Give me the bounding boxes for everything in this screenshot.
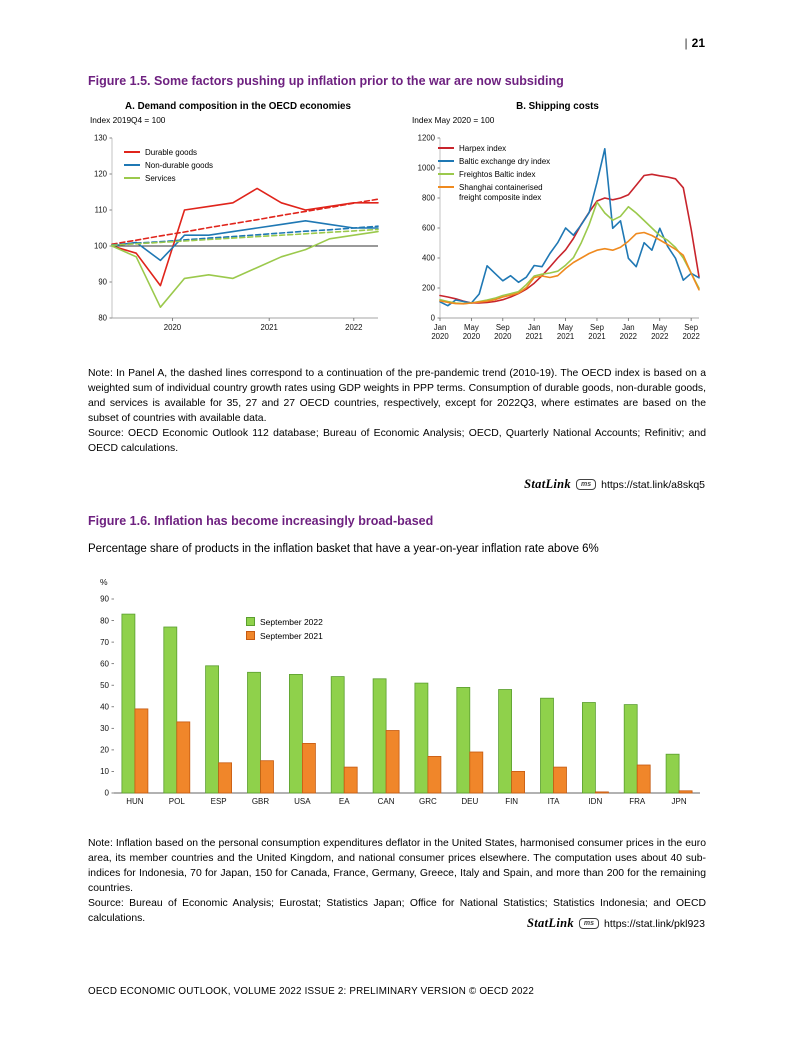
statlink-figure-1-5	[524, 477, 705, 492]
bar-grc-september-2021	[428, 756, 441, 793]
svg-text:2020: 2020	[431, 332, 449, 341]
bar-ita-september-2022	[541, 698, 554, 793]
legend-swatch	[438, 186, 454, 188]
bar-idn-september-2021	[595, 792, 608, 793]
svg-text:100: 100	[93, 241, 107, 251]
svg-text:HUN: HUN	[126, 797, 144, 806]
svg-text:2022: 2022	[682, 332, 700, 341]
svg-text:2021: 2021	[260, 323, 278, 332]
page-number-divider: |	[684, 36, 688, 50]
svg-text:FRA: FRA	[629, 797, 646, 806]
svg-text:Jan: Jan	[433, 323, 447, 332]
bar-gbr-september-2022	[248, 672, 261, 793]
panel-b-chart	[410, 128, 705, 343]
legend-swatch	[124, 177, 140, 179]
svg-text:Sep: Sep	[684, 323, 699, 332]
svg-text:May: May	[558, 323, 573, 332]
bar-pol-september-2021	[177, 722, 190, 793]
svg-text:2021: 2021	[525, 332, 543, 341]
bar-usa-september-2022	[289, 674, 302, 793]
statlink-url[interactable]: https://stat.link/a8skq5	[601, 478, 705, 491]
svg-text:20: 20	[100, 745, 109, 755]
bar-deu-september-2022	[457, 687, 470, 793]
bar-fin-september-2021	[512, 771, 525, 793]
svg-text:2021: 2021	[588, 332, 606, 341]
bar-esp-september-2022	[206, 666, 219, 793]
svg-text:CAN: CAN	[377, 797, 395, 806]
figure-1-5-title: Figure 1.5. Some factors pushing up inflation prior to the war are now subsiding	[88, 74, 564, 88]
statlink-figure-1-6	[527, 916, 705, 931]
bar-ea-september-2022	[331, 677, 344, 793]
bar-grc-september-2022	[415, 683, 428, 793]
svg-text:Sep: Sep	[495, 323, 510, 332]
svg-text:120: 120	[93, 169, 107, 179]
legend-item-shanghai-containerised-freight-composite-index	[438, 183, 566, 203]
legend-label: Baltic exchange dry index	[459, 157, 551, 166]
svg-text:90: 90	[98, 277, 107, 287]
svg-text:2022: 2022	[619, 332, 638, 341]
bar-can-september-2021	[386, 731, 399, 794]
panel-b-title: B. Shipping costs	[516, 101, 599, 112]
svg-text:IDN: IDN	[588, 797, 603, 806]
figure-1-6-chart	[88, 573, 708, 808]
bar-can-september-2022	[373, 679, 386, 793]
legend-item-september-2021	[246, 631, 323, 642]
legend-swatch	[438, 160, 454, 162]
statlink-label: StatLink	[524, 477, 571, 491]
svg-text:1000: 1000	[417, 163, 435, 173]
figure-1-6-legend	[246, 617, 323, 644]
legend-item-baltic-exchange-dry-index	[438, 157, 566, 167]
figure-1-6-title: Figure 1.6. Inflation has become increasingly broad-based	[88, 514, 434, 528]
legend-swatch	[438, 173, 454, 175]
svg-text:40: 40	[100, 702, 109, 712]
bar-jpn-september-2022	[666, 754, 679, 793]
legend-item-freightos-baltic-index	[438, 170, 566, 180]
bar-fin-september-2022	[499, 690, 512, 794]
panel-b-unit-label: Index May 2020 = 100	[412, 115, 495, 125]
svg-text:130: 130	[93, 133, 107, 143]
bar-hun-september-2021	[135, 709, 148, 793]
inflation-share-chart	[88, 573, 708, 808]
bar-hun-september-2022	[122, 614, 135, 793]
svg-text:110: 110	[94, 205, 107, 215]
bar-ea-september-2021	[344, 767, 357, 793]
svg-text:2020: 2020	[462, 332, 481, 341]
legend-label: Non-durable goods	[145, 161, 214, 170]
panel-a-chart	[88, 128, 388, 333]
legend-label: Harpex index	[459, 144, 507, 153]
page-footer: OECD ECONOMIC OUTLOOK, VOLUME 2022 ISSUE 2: PRELIMINARY VERSION © OECD 2022	[88, 986, 534, 997]
bar-deu-september-2021	[470, 752, 483, 793]
svg-text:600: 600	[421, 223, 435, 233]
svg-text:10: 10	[100, 767, 109, 777]
bar-idn-september-2022	[582, 703, 595, 794]
panel-a-legend	[124, 148, 213, 187]
svg-text:GBR: GBR	[251, 797, 270, 806]
svg-text:200: 200	[421, 283, 435, 293]
bar-pol-september-2022	[164, 627, 177, 793]
legend-swatch	[438, 147, 454, 149]
bar-gbr-september-2021	[261, 761, 274, 793]
legend-label: September 2021	[260, 630, 323, 641]
svg-text:1200: 1200	[417, 133, 435, 143]
figure-1-5-notes	[88, 366, 706, 456]
legend-item-non-durable-goods	[124, 161, 213, 171]
legend-item-durable-goods	[124, 148, 213, 158]
statlink-url[interactable]: https://stat.link/pkl923	[604, 917, 705, 930]
svg-text:2021: 2021	[556, 332, 575, 341]
svg-text:50: 50	[100, 680, 109, 690]
svg-text:90: 90	[100, 594, 109, 604]
svg-text:JPN: JPN	[671, 797, 687, 806]
figure-1-6-notes	[88, 836, 706, 926]
bar-esp-september-2021	[219, 763, 232, 793]
svg-text:80: 80	[98, 313, 107, 323]
statlink-ms-icon: ms	[576, 479, 596, 490]
svg-text:400: 400	[421, 253, 435, 263]
legend-swatch	[246, 631, 255, 640]
figure-1-6-subtitle: Percentage share of products in the inflation basket that have a year-on-year inflation rate above 6%	[88, 543, 599, 555]
page-header	[685, 36, 705, 50]
legend-label: Freightos Baltic index	[459, 170, 536, 179]
legend-label: Shanghai containerised freight composite index	[459, 183, 543, 202]
bar-jpn-september-2021	[679, 791, 692, 793]
svg-text:0: 0	[104, 788, 109, 798]
page-number: 21	[691, 36, 705, 50]
panel-a-demand-composition	[88, 101, 388, 333]
legend-item-services	[124, 174, 213, 184]
svg-text:2020: 2020	[163, 323, 182, 332]
svg-text:ESP: ESP	[210, 797, 227, 806]
legend-label: Durable goods	[145, 148, 198, 157]
bar-ita-september-2021	[554, 767, 567, 793]
inflation-share-svg	[88, 573, 708, 808]
panel-b-shipping-costs	[410, 101, 705, 343]
svg-text:May: May	[464, 323, 479, 332]
figure-1-6-chart-wrap	[88, 573, 708, 808]
legend-label: Services	[145, 174, 176, 183]
legend-item-harpex-index	[438, 144, 566, 154]
legend-swatch	[124, 164, 140, 166]
bar-usa-september-2021	[302, 743, 315, 793]
svg-text:POL: POL	[168, 797, 185, 806]
svg-text:USA: USA	[294, 797, 311, 806]
svg-text:May: May	[652, 323, 668, 332]
bar-fra-september-2022	[624, 705, 637, 793]
svg-text:80: 80	[100, 616, 109, 626]
bar-fra-september-2021	[637, 765, 650, 793]
figure-1-6-source: Source: Bureau of Economic Analysis; Eurostat; Statistics Japan; Office for National Statistics; Statistics Indonesia; and OECD calculations.	[88, 898, 706, 925]
statlink-label: StatLink	[527, 916, 574, 930]
svg-text:2020: 2020	[494, 332, 512, 341]
svg-text:Jan: Jan	[527, 323, 541, 332]
svg-text:0: 0	[430, 313, 435, 323]
svg-text:800: 800	[421, 193, 435, 203]
svg-text:DEU: DEU	[461, 797, 479, 806]
panel-b-legend	[438, 144, 566, 206]
svg-text:Jan: Jan	[622, 323, 635, 332]
legend-swatch	[124, 151, 140, 153]
figure-1-5-note: Note: In Panel A, the dashed lines correspond to a continuation of the pre-pandemic trend (2010-19). The OECD index is based on a weighted sum of individual country growth rates using GDP weights in PPP terms. Consumption of durable goods, non-durable goods, and services is available for 35, 27 and 27 OECD countries, respectively, except for 2022Q3, where estimates are based on the subset of countries with available data.	[88, 368, 706, 425]
svg-text:EA: EA	[338, 797, 350, 806]
svg-text:2022: 2022	[345, 323, 363, 332]
figure-1-6-note: Note: Inflation based on the personal consumption expenditures deflator in the United States, harmonised consumer prices in the euro area, its member countries and the United Kingdom, and national consumer prices elsewhere. The computation uses about 40 sub-indices for Indonesia, 70 for Japan, 150 for Canada, France, Germany, Greece, Italy and Spain, and more than 200 for the remaining countries.	[88, 838, 706, 895]
legend-swatch	[246, 617, 255, 626]
svg-text:ITA: ITA	[547, 797, 560, 806]
svg-text:2022: 2022	[651, 332, 669, 341]
panel-a-title: A. Demand composition in the OECD economies	[125, 101, 351, 112]
svg-text:GRC: GRC	[419, 797, 437, 806]
svg-text:Sep: Sep	[590, 323, 604, 332]
series-non-durable-goods	[112, 221, 378, 261]
statlink-ms-icon: ms	[579, 918, 599, 929]
svg-text:30: 30	[100, 724, 109, 734]
legend-label: September 2022	[260, 617, 323, 627]
svg-text:70: 70	[100, 637, 109, 647]
svg-text:FIN: FIN	[505, 797, 519, 806]
panel-a-unit-label: Index 2019Q4 = 100	[90, 115, 166, 125]
svg-text:%: %	[100, 577, 108, 587]
legend-item-september-2022	[246, 617, 323, 628]
svg-text:60: 60	[100, 659, 109, 669]
series-freightos-baltic-index	[440, 202, 699, 303]
figure-1-5-source: Source: OECD Economic Outlook 112 database; Bureau of Economic Analysis; OECD, Quarterly National Accounts; Refinitiv; and OECD calculations.	[88, 428, 706, 455]
